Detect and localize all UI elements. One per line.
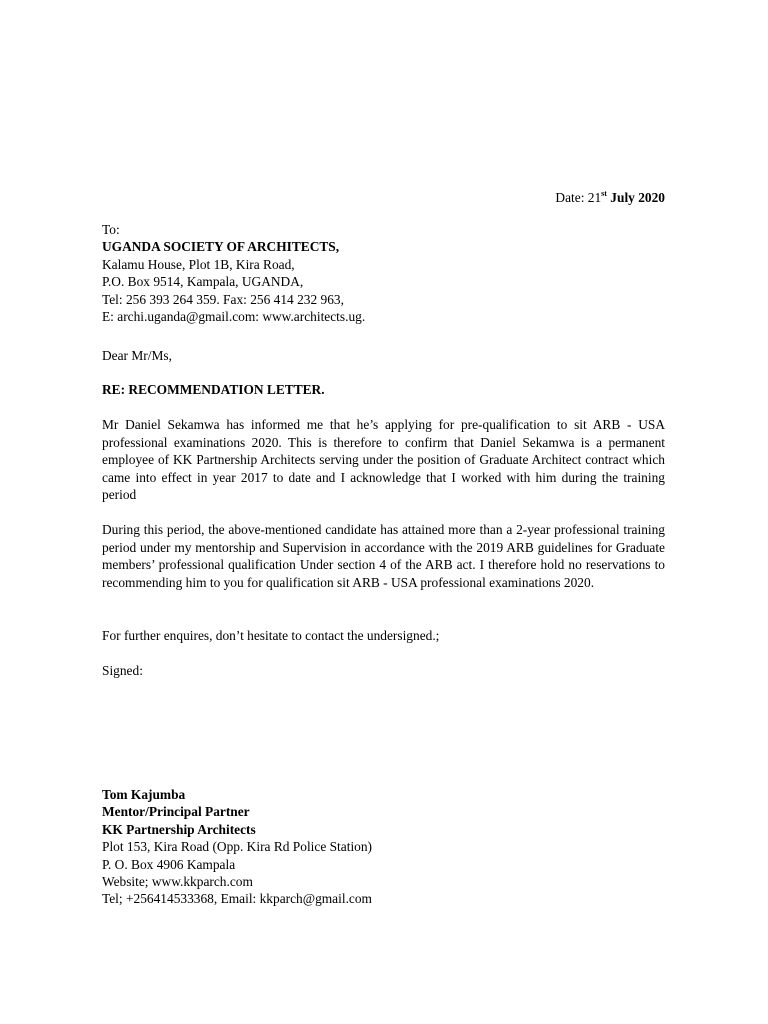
signatory-company: KK Partnership Architects xyxy=(102,821,256,837)
paragraph-text: Mr Daniel Sekamwa has informed me that he’s applying for pre-qualification to sit ARB - USA professional examinations 2020. This is therefore to confirm that Daniel Sekamwa is a permanent employee of KK Partnership Architects serving under the position of Graduate Architect contract which came into effect in year 2017 to date and I acknowledge that I worked with him during the training period xyxy=(102,417,665,503)
date-ordinal-suffix: st xyxy=(601,189,607,198)
subject-line xyxy=(102,381,665,398)
letter-date xyxy=(555,189,665,207)
paragraph-text: For further enquires, don’t hesitate to contact the undersigned.; xyxy=(102,628,440,643)
subject-text: RE: RECOMMENDATION LETTER. xyxy=(102,382,325,397)
recipient-address-block xyxy=(102,221,665,325)
signatory-website: Website; www.kkparch.com xyxy=(102,874,253,890)
signatory-address-line2: P. O. Box 4906 Kampala xyxy=(102,856,236,872)
body-paragraph-1 xyxy=(102,416,665,504)
signatory-block xyxy=(102,786,665,908)
signatory-title: Mentor/Principal Partner xyxy=(102,804,250,820)
signed-text: Signed: xyxy=(102,663,143,678)
recipient-email-web: E: archi.uganda@gmail.com: www.architects.ug. xyxy=(102,309,366,325)
date-month-year: July 2020 xyxy=(606,190,665,205)
salutation-text: Dear Mr/Ms, xyxy=(102,348,172,363)
body-paragraph-2 xyxy=(102,521,665,591)
signatory-name: Tom Kajumba xyxy=(102,787,186,802)
signatory-contact: Tel; +256414533368, Email: kkparch@gmail.com xyxy=(102,891,372,907)
salutation xyxy=(102,347,665,364)
date-prefix: Date: 21 xyxy=(555,190,602,205)
recipient-address-line2: P.O. Box 9514, Kampala, UGANDA, xyxy=(102,274,304,290)
signatory-address-line1: Plot 153, Kira Road (Opp. Kira Rd Police Station) xyxy=(102,839,373,855)
recipient-org-name: UGANDA SOCIETY OF ARCHITECTS, xyxy=(102,239,340,255)
paragraph-text: During this period, the above-mentioned candidate has attained more than a 2-year professional training period under my mentorship and Supervision in accordance with the 2019 ARB guidelines for Graduate members’ professional qualification Under section 4 of the ARB act. I therefore hold no reservations to recommending him to you for qualification sit ARB - USA professional examinations 2020. xyxy=(102,522,665,590)
recipient-address-line1: Kalamu House, Plot 1B, Kira Road, xyxy=(102,256,295,272)
recipient-phone-fax: Tel: 256 393 264 359. Fax: 256 414 232 963, xyxy=(102,291,344,307)
signed-label xyxy=(102,662,665,679)
to-label: To: xyxy=(102,222,120,237)
body-paragraph-3 xyxy=(102,627,665,645)
